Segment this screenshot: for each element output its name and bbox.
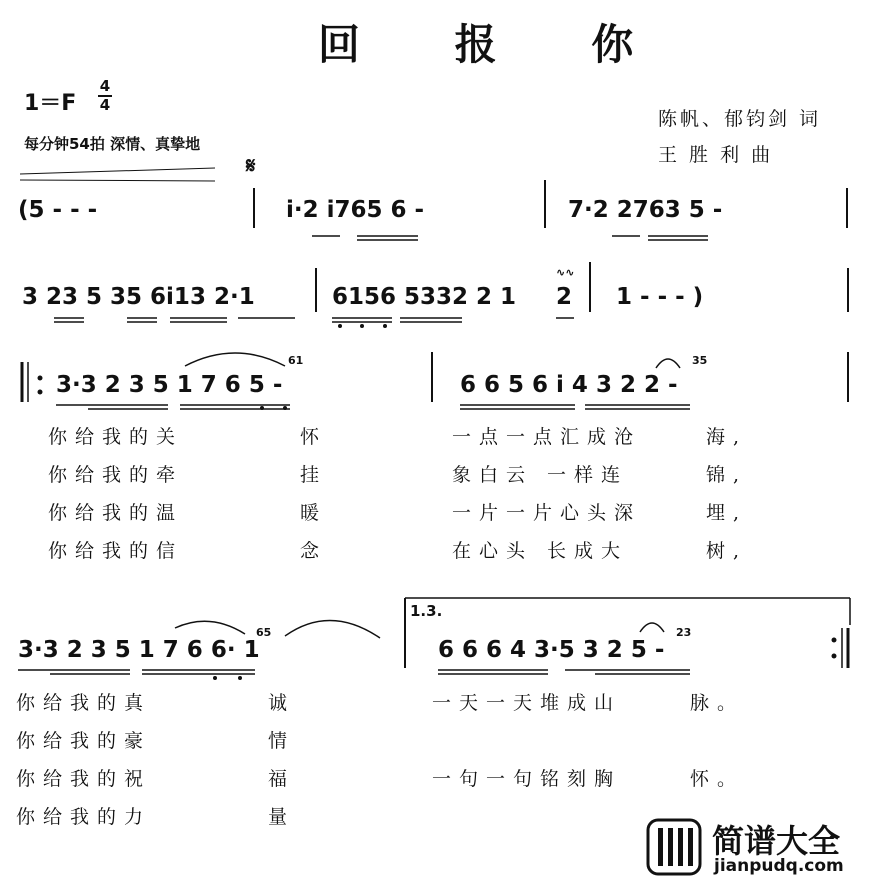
key-signature: 1＝F <box>24 91 77 116</box>
lyric-line: 在心头 长成大 <box>452 540 629 562</box>
lyric-line: 你给我的力 <box>16 806 152 828</box>
lyric-line: 福 <box>268 768 296 790</box>
row1-measure-3: 7·2 2763 5 - <box>568 197 723 223</box>
mordent-icon: ∿∿ <box>556 266 575 279</box>
lyric-line: 你给我的信 <box>48 540 184 562</box>
lyric-line: 海, <box>706 426 748 448</box>
row4-measure-2: 6 6 6 4 3·5 3 2 5 - <box>438 637 665 663</box>
segno-sign: 𝄋 <box>246 154 256 179</box>
lyric-line: 你给我的真 <box>16 692 152 714</box>
lyric-line: 你给我的温 <box>48 502 184 524</box>
time-signature <box>98 78 112 114</box>
time-signature-bottom: 4 <box>99 96 111 114</box>
row2-measure-2: 6156 5332 2 1 <box>332 284 517 310</box>
lyric-line: 量 <box>268 806 296 828</box>
composer-credit: 王 胜 利 曲 <box>658 144 774 166</box>
lyric-line: 诚 <box>268 692 296 714</box>
song-title: 回 报 你 <box>318 20 674 69</box>
row2-measure-3: 2 <box>556 284 573 310</box>
lyric-line: 暖 <box>300 502 328 524</box>
lyric-line: 你给我的豪 <box>16 730 152 752</box>
grace-note-4: 23 <box>676 626 692 639</box>
volta-label: 1.3. <box>410 602 443 620</box>
row3-measure-1: 3·3 2 3 5 1 7 6 5 - <box>56 372 283 398</box>
lyricist-credit: 陈帆、郁钧剑 词 <box>658 108 822 130</box>
lyric-line: 怀 <box>300 426 328 448</box>
lyric-line: 一片一片心头深 <box>452 502 642 524</box>
lyric-line: 埋, <box>706 502 748 524</box>
lyric-line: 一句一句铭刻胸 <box>432 768 622 790</box>
row4-measure-1: 3·3 2 3 5 1 7 6 6· 1 <box>18 637 260 663</box>
lyric-line: 树, <box>706 540 748 562</box>
lyric-line: 一点一点汇成沧 <box>452 426 642 448</box>
row1-measure-2: i·2 i765 6 - <box>286 197 425 223</box>
lyric-line: 象白云 一样连 <box>452 464 629 486</box>
lyric-line: 情 <box>268 730 296 752</box>
lyric-line: 你给我的牵 <box>48 464 184 486</box>
grace-note-1: 61 <box>288 354 304 367</box>
lyric-line: 锦, <box>706 464 748 486</box>
row1-measure-1: (5 - - - <box>18 197 98 223</box>
row2-measure-1: 3 23 5 35 6i13 2·1 <box>22 284 255 310</box>
lyric-line: 你给我的祝 <box>16 768 152 790</box>
lyric-line: 你给我的关 <box>48 426 184 448</box>
watermark-title: 简谱大全 <box>712 822 841 860</box>
lyric-line: 怀。 <box>690 768 745 790</box>
piano-logo-icon <box>646 818 702 876</box>
grace-note-3: 65 <box>256 626 272 639</box>
lyric-line: 脉。 <box>690 692 745 714</box>
lyric-line: 一天一天堆成山 <box>432 692 622 714</box>
grace-note-2: 35 <box>692 354 708 367</box>
row3-measure-2: 6 6 5 6 i 4 3 2 2 - <box>460 372 678 398</box>
tempo-marking: 每分钟54拍 深情、真挚地 <box>24 135 201 153</box>
time-signature-top: 4 <box>99 77 111 95</box>
row2-measure-4: 1 - - - ) <box>616 284 704 310</box>
lyric-line: 念 <box>300 540 328 562</box>
watermark-url: jianpudq.com <box>714 856 844 876</box>
lyric-line: 挂 <box>300 464 328 486</box>
